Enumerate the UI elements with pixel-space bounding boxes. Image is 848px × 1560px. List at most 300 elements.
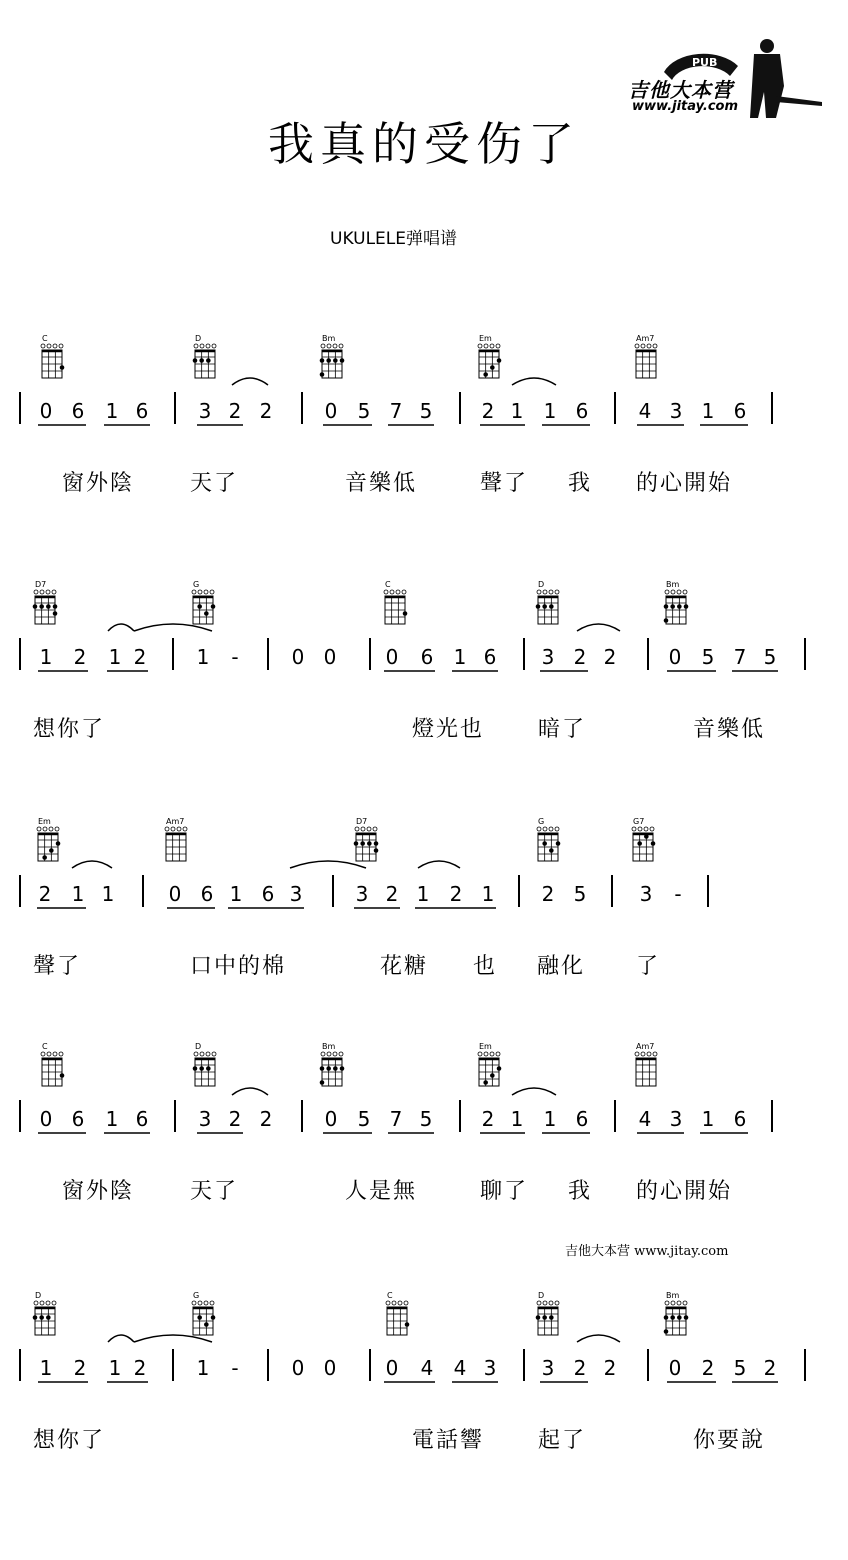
note: 1: [39, 1356, 53, 1380]
finger-dot: [637, 841, 642, 846]
note: 2: [481, 1107, 495, 1131]
open-string-marker: [212, 344, 216, 348]
chord-name: G: [538, 817, 545, 826]
note: 4: [420, 1356, 434, 1380]
lyric: 暗了: [538, 717, 587, 742]
open-string-marker: [665, 590, 669, 594]
finger-dot: [664, 1329, 669, 1334]
note: 1: [196, 1356, 210, 1380]
open-string-marker: [212, 1052, 216, 1056]
finger-dot: [664, 604, 669, 609]
note: 0: [291, 645, 305, 669]
finger-dot: [320, 372, 325, 377]
chord-diagram-c: [41, 1042, 64, 1086]
note: 2: [481, 399, 495, 423]
chord-diagram-am7: [165, 817, 187, 861]
note: 3: [355, 882, 369, 906]
note: 2: [573, 645, 587, 669]
note: 2: [449, 882, 463, 906]
open-string-marker: [537, 1301, 541, 1305]
chord-diagram-g: [192, 1291, 215, 1335]
open-string-marker: [165, 827, 169, 831]
open-string-marker: [367, 827, 371, 831]
chord-name: Am7: [166, 817, 185, 826]
finger-dot: [204, 1322, 209, 1327]
finger-dot: [549, 1315, 554, 1320]
note: -: [231, 645, 239, 669]
open-string-marker: [484, 344, 488, 348]
finger-dot: [684, 604, 689, 609]
note: 6: [261, 882, 275, 906]
chord-diagram-bm: [664, 580, 689, 624]
open-string-marker: [40, 590, 44, 594]
finger-dot: [664, 1315, 669, 1320]
open-string-marker: [490, 344, 494, 348]
chord-diagram-c: [384, 580, 407, 624]
tie-arc: [108, 1335, 134, 1342]
finger-dot: [374, 848, 379, 853]
open-string-marker: [194, 1052, 198, 1056]
lyric: 音樂低: [693, 717, 766, 742]
chord-name: Am7: [636, 1042, 655, 1051]
score-subtitle: UKULELE弹唱谱: [330, 229, 458, 249]
note: 1: [543, 1107, 557, 1131]
lyric: 起了: [538, 1428, 587, 1453]
note: 3: [541, 645, 555, 669]
note: 2: [763, 1356, 777, 1380]
open-string-marker: [361, 827, 365, 831]
chord-diagram-d: [193, 1042, 216, 1086]
open-string-marker: [198, 590, 202, 594]
lyric: 天了: [190, 1179, 239, 1204]
chord-name: D: [35, 1291, 42, 1300]
open-string-marker: [404, 1301, 408, 1305]
finger-dot: [542, 1315, 547, 1320]
watermark: 吉他大本营 www.jitay.com: [565, 1244, 729, 1259]
note: 1: [481, 882, 495, 906]
chord-diagram-d7: [33, 580, 58, 624]
chord-diagram-d7: [354, 817, 379, 861]
open-string-marker: [478, 1052, 482, 1056]
finger-dot: [374, 841, 379, 846]
lyric: 想你了: [33, 1428, 106, 1453]
open-string-marker: [555, 827, 559, 831]
open-string-marker: [53, 344, 57, 348]
finger-dot: [677, 604, 682, 609]
note: 7: [733, 645, 747, 669]
finger-dot: [60, 365, 65, 370]
finger-dot: [483, 372, 488, 377]
finger-dot: [199, 1066, 204, 1071]
chord-name: D7: [356, 817, 368, 826]
note: 1: [108, 645, 122, 669]
chord-diagram-g7: [632, 817, 655, 861]
chord-name: D7: [35, 580, 47, 589]
open-string-marker: [321, 344, 325, 348]
open-string-marker: [34, 1301, 38, 1305]
tie-arc: [108, 624, 134, 631]
note: 1: [229, 882, 243, 906]
open-string-marker: [549, 827, 553, 831]
tie-arc: [232, 378, 268, 385]
note: 2: [259, 399, 273, 423]
open-string-marker: [41, 344, 45, 348]
note: 3: [198, 399, 212, 423]
open-string-marker: [543, 1301, 547, 1305]
open-string-marker: [677, 590, 681, 594]
chord-diagram-em: [37, 817, 60, 861]
lyric: 天了: [190, 471, 239, 496]
note: 5: [733, 1356, 747, 1380]
note: 3: [669, 1107, 683, 1131]
open-string-marker: [206, 344, 210, 348]
note: 2: [133, 645, 147, 669]
lyric: 窗外陰: [62, 1179, 135, 1204]
open-string-marker: [396, 590, 400, 594]
note: 6: [575, 1107, 589, 1131]
note: 6: [135, 1107, 149, 1131]
lyric: 我: [568, 471, 593, 496]
open-string-marker: [641, 1052, 645, 1056]
finger-dot: [193, 1066, 198, 1071]
open-string-marker: [537, 590, 541, 594]
open-string-marker: [496, 1052, 500, 1056]
note: 2: [541, 882, 555, 906]
tie-arc: [418, 861, 460, 868]
chord-name: D: [195, 334, 202, 343]
open-string-marker: [41, 1052, 45, 1056]
finger-dot: [549, 848, 554, 853]
chord-diagram-c: [41, 334, 64, 378]
lyric: 的心開始: [636, 1179, 733, 1204]
note: 1: [39, 645, 53, 669]
chord-name: D: [195, 1042, 202, 1051]
open-string-marker: [543, 590, 547, 594]
open-string-marker: [671, 590, 675, 594]
open-string-marker: [177, 827, 181, 831]
note: 0: [39, 1107, 53, 1131]
finger-dot: [360, 841, 365, 846]
note: 2: [133, 1356, 147, 1380]
finger-dot: [340, 358, 345, 363]
chord-name: D: [538, 580, 545, 589]
note: 4: [453, 1356, 467, 1380]
note: 2: [38, 882, 52, 906]
logo-name: 吉他大本营: [628, 78, 733, 102]
chord-diagram-d: [536, 580, 559, 624]
lyric: 聊了: [480, 1179, 529, 1204]
note: 3: [483, 1356, 497, 1380]
note: 5: [419, 399, 433, 423]
open-string-marker: [339, 344, 343, 348]
open-string-marker: [392, 1301, 396, 1305]
finger-dot: [53, 604, 58, 609]
lyric: 聲了: [480, 471, 529, 496]
finger-dot: [206, 358, 211, 363]
open-string-marker: [632, 827, 636, 831]
chord-name: C: [42, 334, 48, 343]
tie-arc: [512, 1088, 556, 1095]
finger-dot: [684, 1315, 689, 1320]
note: 6: [733, 1107, 747, 1131]
note: 6: [575, 399, 589, 423]
open-string-marker: [402, 590, 406, 594]
lyric: 融化: [537, 954, 586, 979]
note: 5: [763, 645, 777, 669]
finger-dot: [340, 1066, 345, 1071]
open-string-marker: [647, 1052, 651, 1056]
note: 6: [733, 399, 747, 423]
lyric: 也: [473, 954, 498, 979]
note: 1: [196, 645, 210, 669]
open-string-marker: [638, 827, 642, 831]
finger-dot: [556, 841, 561, 846]
note: 0: [39, 399, 53, 423]
tie-arc: [72, 861, 112, 868]
chord-diagram-bm: [320, 1042, 345, 1086]
note: 3: [198, 1107, 212, 1131]
note: 2: [259, 1107, 273, 1131]
note: 3: [669, 399, 683, 423]
note: 3: [541, 1356, 555, 1380]
note: 2: [385, 882, 399, 906]
note: 1: [510, 399, 524, 423]
note: 1: [543, 399, 557, 423]
note: 0: [323, 1356, 337, 1380]
finger-dot: [333, 1066, 338, 1071]
finger-dot: [197, 604, 202, 609]
lyric: 音樂低: [345, 471, 418, 496]
chord-diagram-c: [386, 1291, 409, 1335]
lyric: 窗外陰: [62, 471, 135, 496]
open-string-marker: [496, 344, 500, 348]
open-string-marker: [390, 590, 394, 594]
song-title: 我真的受伤了: [268, 117, 580, 171]
open-string-marker: [333, 344, 337, 348]
open-string-marker: [555, 1301, 559, 1305]
chord-name: C: [385, 580, 391, 589]
open-string-marker: [198, 1301, 202, 1305]
note: 7: [389, 1107, 403, 1131]
chord-diagram-em: [478, 1042, 501, 1086]
finger-dot: [53, 611, 58, 616]
finger-dot: [211, 604, 216, 609]
open-string-marker: [52, 1301, 56, 1305]
open-string-marker: [339, 1052, 343, 1056]
note: 5: [357, 1107, 371, 1131]
open-string-marker: [478, 344, 482, 348]
finger-dot: [320, 1066, 325, 1071]
open-string-marker: [46, 590, 50, 594]
open-string-marker: [47, 344, 51, 348]
tie-arc: [290, 861, 366, 868]
note: 6: [200, 882, 214, 906]
note: 6: [135, 399, 149, 423]
lyric: 電話響: [412, 1428, 485, 1453]
note: 1: [101, 882, 115, 906]
finger-dot: [664, 618, 669, 623]
open-string-marker: [543, 827, 547, 831]
tie-arc: [512, 378, 556, 385]
open-string-marker: [200, 1052, 204, 1056]
open-string-marker: [398, 1301, 402, 1305]
chord-name: C: [42, 1042, 48, 1051]
note: -: [231, 1356, 239, 1380]
finger-dot: [483, 1080, 488, 1085]
finger-dot: [490, 365, 495, 370]
chord-name: D: [538, 1291, 545, 1300]
chord-diagram-bm: [320, 334, 345, 378]
finger-dot: [42, 855, 47, 860]
open-string-marker: [355, 827, 359, 831]
open-string-marker: [653, 344, 657, 348]
note: 3: [639, 882, 653, 906]
note: 2: [603, 645, 617, 669]
note: 6: [71, 1107, 85, 1131]
open-string-marker: [537, 827, 541, 831]
finger-dot: [33, 1315, 38, 1320]
chord-diagram-d: [33, 1291, 56, 1335]
open-string-marker: [43, 827, 47, 831]
note: 0: [385, 1356, 399, 1380]
open-string-marker: [192, 590, 196, 594]
note: 0: [323, 645, 337, 669]
finger-dot: [536, 1315, 541, 1320]
tie-arc: [134, 1335, 212, 1342]
open-string-marker: [34, 590, 38, 594]
open-string-marker: [650, 827, 654, 831]
chord-name: Bm: [666, 1291, 680, 1300]
note: 0: [385, 645, 399, 669]
open-string-marker: [647, 344, 651, 348]
note: 7: [389, 399, 403, 423]
note: 6: [483, 645, 497, 669]
open-string-marker: [321, 1052, 325, 1056]
open-string-marker: [677, 1301, 681, 1305]
open-string-marker: [641, 344, 645, 348]
chord-diagram-em: [478, 334, 501, 378]
finger-dot: [536, 604, 541, 609]
open-string-marker: [183, 827, 187, 831]
chord-diagram-g: [537, 817, 560, 861]
note: 5: [701, 645, 715, 669]
open-string-marker: [47, 1052, 51, 1056]
note: 0: [291, 1356, 305, 1380]
note: 1: [71, 882, 85, 906]
open-string-marker: [171, 827, 175, 831]
note: 1: [416, 882, 430, 906]
finger-dot: [333, 358, 338, 363]
chord-diagram-d: [193, 334, 216, 378]
finger-dot: [542, 604, 547, 609]
lyric: 想你了: [33, 717, 106, 742]
finger-dot: [354, 841, 359, 846]
open-string-marker: [37, 827, 41, 831]
finger-dot: [46, 604, 51, 609]
note: 2: [573, 1356, 587, 1380]
open-string-marker: [210, 1301, 214, 1305]
open-string-marker: [46, 1301, 50, 1305]
finger-dot: [670, 604, 675, 609]
open-string-marker: [555, 590, 559, 594]
chord-name: Bm: [322, 1042, 336, 1051]
open-string-marker: [327, 344, 331, 348]
finger-dot: [320, 1080, 325, 1085]
note: 0: [668, 645, 682, 669]
tie-arc: [134, 624, 212, 631]
open-string-marker: [204, 1301, 208, 1305]
chord-diagram-g: [192, 580, 215, 624]
chord-diagram-d: [536, 1291, 559, 1335]
lyric: 口中的棉: [190, 954, 287, 979]
open-string-marker: [59, 344, 63, 348]
open-string-marker: [49, 827, 53, 831]
finger-dot: [39, 604, 44, 609]
open-string-marker: [644, 827, 648, 831]
open-string-marker: [665, 1301, 669, 1305]
note: 2: [73, 1356, 87, 1380]
finger-dot: [320, 358, 325, 363]
finger-dot: [46, 1315, 51, 1320]
note: 4: [638, 1107, 652, 1131]
note: 1: [108, 1356, 122, 1380]
chord-name: C: [387, 1291, 393, 1300]
note: 0: [324, 399, 338, 423]
open-string-marker: [490, 1052, 494, 1056]
open-string-marker: [484, 1052, 488, 1056]
finger-dot: [199, 358, 204, 363]
lyric: 聲了: [33, 954, 82, 979]
finger-dot: [651, 841, 656, 846]
note: 1: [105, 399, 119, 423]
note: 2: [73, 645, 87, 669]
finger-dot: [367, 841, 372, 846]
chord-name: Bm: [322, 334, 336, 343]
chord-diagram-am7: [635, 334, 657, 378]
lyric: 人是無: [345, 1179, 418, 1204]
open-string-marker: [683, 1301, 687, 1305]
finger-dot: [193, 358, 198, 363]
note: 2: [603, 1356, 617, 1380]
finger-dot: [60, 1073, 65, 1078]
open-string-marker: [59, 1052, 63, 1056]
note: 5: [357, 399, 371, 423]
finger-dot: [49, 848, 54, 853]
note: 1: [701, 1107, 715, 1131]
tie-arc: [577, 624, 620, 631]
logo-url: www.jitay.com: [632, 99, 739, 114]
lyric: 燈光也: [412, 717, 485, 742]
open-string-marker: [53, 1052, 57, 1056]
lyric: 花糖: [380, 954, 429, 979]
open-string-marker: [52, 590, 56, 594]
open-string-marker: [384, 590, 388, 594]
finger-dot: [211, 1315, 216, 1320]
note: 2: [701, 1356, 715, 1380]
chord-name: Am7: [636, 334, 655, 343]
open-string-marker: [653, 1052, 657, 1056]
note: 5: [419, 1107, 433, 1131]
lyric: 了: [636, 954, 661, 979]
finger-dot: [206, 1066, 211, 1071]
note: 0: [324, 1107, 338, 1131]
note: 0: [168, 882, 182, 906]
chord-diagram-am7: [635, 1042, 657, 1086]
finger-dot: [677, 1315, 682, 1320]
open-string-marker: [194, 344, 198, 348]
finger-dot: [644, 834, 649, 839]
note: 6: [420, 645, 434, 669]
